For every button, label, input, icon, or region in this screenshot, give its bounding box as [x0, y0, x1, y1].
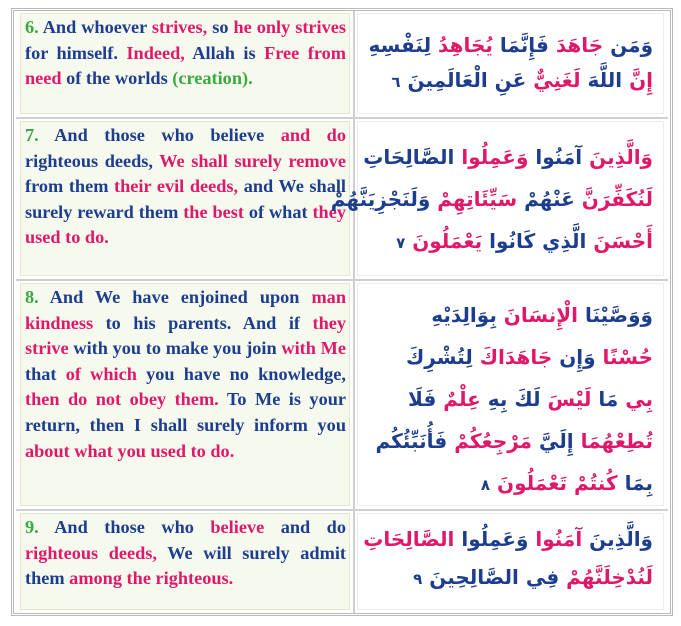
column-divider [353, 11, 355, 117]
arabic-segment: الَّذِي كَانُوا [482, 229, 587, 253]
arabic-segment: فَإِنَّمَا [492, 33, 556, 57]
arabic-segment: جَاهَدَ [555, 33, 604, 57]
arabic-segment: فَلَا [408, 387, 444, 411]
translation-segment: and do [264, 517, 346, 537]
arabic-segment: يَعْمَلُونَ [405, 229, 483, 253]
arabic-segment: كُنتُمْ تَعْمَلُونَ [490, 471, 618, 495]
verse-row-9 [16, 511, 668, 613]
arabic-segment: لَكَ بِهِ [480, 387, 541, 411]
arabic-segment: فِي الصَّالِحِينَ [422, 565, 567, 589]
translation-segment: strives, [151, 17, 208, 37]
verse-number: 6. [25, 17, 39, 37]
translation-segment: Free from need [25, 42, 347, 89]
ayah-number-marker: ٦ [391, 73, 401, 91]
arabic-cell [357, 513, 664, 610]
arabic-line [368, 336, 653, 378]
arabic-cell [357, 13, 664, 114]
arabic-segment: وَلَنَجْزِيَنَّهُمْ [330, 187, 438, 211]
arabic-segment: لَنُكَفِّرَنَّ [574, 187, 653, 211]
translation-segment: Indeed, [126, 42, 185, 63]
arabic-line [368, 63, 653, 100]
arabic-segment: بِوَالِدَيْهِ [431, 303, 504, 327]
translation-segment: of what [243, 201, 313, 222]
arabic-line [363, 136, 653, 178]
ayah-number-marker: ٩ [413, 570, 423, 588]
arabic-line [368, 462, 653, 506]
arabic-segment: آمَنُوا [535, 527, 583, 551]
translation-segment: that [25, 363, 66, 384]
arabic-segment: إِلَيَّ [532, 429, 581, 453]
arabic-segment: حُسْنًا [602, 345, 653, 369]
arabic-segment: وَإِن [552, 345, 603, 369]
arabic-segment: وَالَّذِينَ [582, 527, 653, 551]
arabic-segment: أَحْسَنَ [586, 229, 653, 253]
translation-segment: then do not obey them. [25, 389, 219, 410]
translation-segment: he only strives [233, 17, 346, 37]
verse-number: 7. [25, 125, 39, 145]
translation-segment: their evil deeds, [114, 176, 239, 197]
translation-segment: you have no knowledge, [136, 363, 346, 384]
translation-segment: among the righteous. [69, 568, 234, 589]
translation-segment: We shall surely remove [159, 150, 346, 171]
arabic-line [368, 28, 653, 63]
arabic-segment: بِي [618, 387, 653, 411]
translation-segment: they strive [25, 312, 346, 359]
translation-segment: about what you used to do. [25, 440, 235, 461]
arabic-segment: وَمَن [603, 33, 653, 57]
arabic-segment: جَاهَدَاكَ [479, 345, 553, 369]
arabic-line [368, 420, 653, 462]
arabic-line [368, 220, 653, 264]
arabic-segment: الصَّالِحَاتِ [363, 527, 455, 551]
arabic-line [363, 520, 653, 558]
translation-segment: with you to make you join [68, 338, 282, 359]
arabic-line [330, 178, 653, 220]
arabic-segment: لَيْسَ [540, 387, 592, 411]
ayah-number-marker: ٨ [480, 476, 491, 494]
arabic-line [368, 294, 653, 336]
translation-segment: believe [210, 517, 265, 537]
translation-segment: righteous deeds, [25, 542, 157, 563]
arabic-cell [330, 121, 664, 276]
arabic-segment: لَغَنِيٌّ [533, 68, 581, 92]
translation-segment: with Me [281, 338, 347, 359]
arabic-segment: بِمَا [617, 471, 653, 495]
translation-segment: And those who [38, 517, 211, 537]
arabic-segment: اللَّهَ [580, 68, 623, 92]
arabic-line [368, 558, 653, 598]
arabic-segment: لِنَفْسِهِ [368, 33, 439, 57]
column-divider [353, 281, 355, 509]
arabic-segment: الصَّالِحَاتِ [363, 145, 462, 169]
verse-number: 8. [25, 287, 39, 307]
arabic-segment: لَنُدْخِلَنَّهُمْ [566, 565, 653, 589]
column-divider [353, 511, 355, 613]
translation-segment: they used to do. [25, 201, 346, 248]
ayah-number-marker: ٧ [396, 234, 406, 252]
translation-segment: so [207, 17, 234, 37]
arabic-segment: عَنِ الْعَالَمِينَ [400, 68, 534, 92]
translation-segment: To Me is your return, then I shall surely inform you [25, 389, 346, 435]
english-cell [20, 13, 350, 114]
translation-segment: And those who believe [38, 125, 281, 145]
verse-row-8 [16, 281, 668, 511]
translation-segment: We will surely admit them [25, 542, 346, 589]
arabic-segment: آمَنُوا [528, 145, 583, 169]
arabic-segment: يُجَاهِدُ [438, 33, 493, 57]
translation-segment: man kindness [25, 287, 346, 333]
translation-segment: And whoever [38, 17, 152, 37]
arabic-segment: وَالَّذِينَ [582, 145, 653, 169]
arabic-segment: إِنَّ [622, 68, 653, 92]
english-cell [20, 283, 350, 506]
arabic-segment: وَوَصَّيْنَا [578, 303, 653, 327]
translation-segment: righteous deeds, [25, 150, 160, 171]
arabic-segment: الْإِنسَانَ [503, 303, 578, 327]
arabic-segment: فَأُنَبِّئُكُم [375, 429, 455, 453]
verse-row-6 [16, 11, 668, 119]
arabic-segment: عَنْهُمْ [517, 187, 575, 211]
translation-segment: Allah is [184, 42, 265, 63]
translation-segment: of which [65, 363, 137, 384]
arabic-line [368, 378, 653, 420]
verse-row-7 [16, 119, 668, 281]
translation-segment: and do [280, 125, 346, 145]
english-cell [20, 121, 350, 276]
translation-segment: to his parents. And if [93, 312, 313, 333]
arabic-segment: سَيِّئَاتِهِمْ [437, 187, 518, 211]
translation-segment: (creation). [172, 68, 253, 89]
translation-segment: the best [183, 201, 244, 222]
arabic-segment: وَعَمِلُوا [454, 527, 536, 551]
verse-number: 9. [25, 517, 39, 537]
arabic-segment: لِتُشْرِكَ [405, 345, 480, 369]
arabic-segment: وَعَمِلُوا [461, 145, 529, 169]
arabic-segment: تُطِعْهُمَا [580, 429, 653, 453]
arabic-cell [357, 283, 664, 506]
translation-segment: from them [25, 176, 115, 197]
translation-segment: for himself. [25, 42, 127, 63]
verse-table [11, 8, 673, 616]
translation-segment: and We shall surely reward them [25, 176, 346, 222]
english-cell [20, 513, 350, 610]
translation-segment: of the worlds [61, 68, 173, 89]
arabic-segment: مَرْجِعُكُمْ [454, 429, 533, 453]
translation-segment: And We have enjoined upon [38, 287, 312, 307]
arabic-segment: مَا [591, 387, 619, 411]
arabic-segment: عِلْمٌ [443, 387, 481, 411]
